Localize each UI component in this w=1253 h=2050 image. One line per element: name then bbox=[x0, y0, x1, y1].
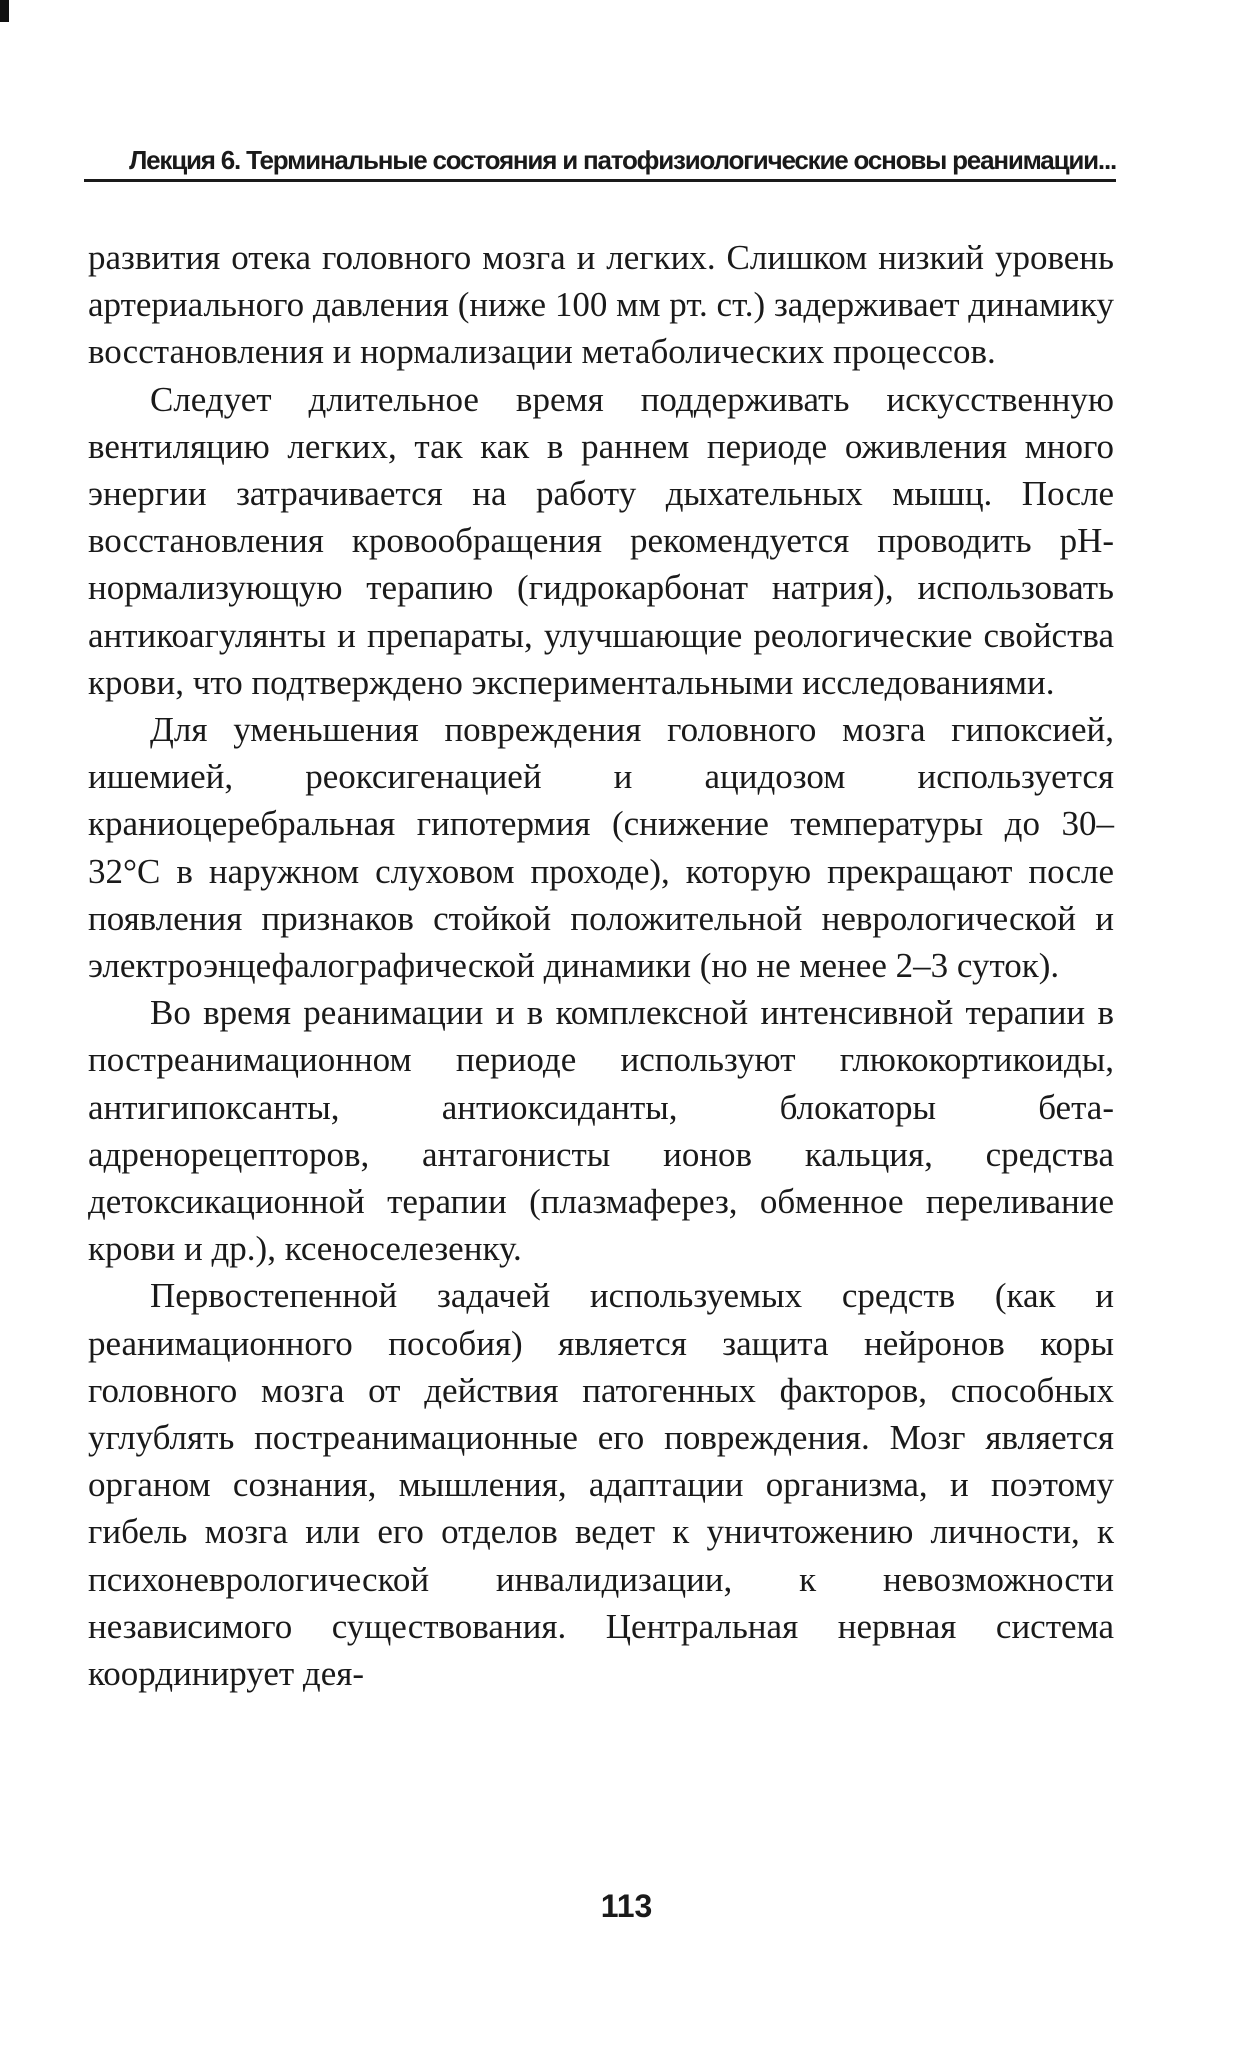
paragraph-4: Во время реанимации и в комплексной интенсивной терапии в постреанимационном периоде используют глюкокортикоиды, антигипоксанты, антиоксиданты, блокаторы бета-адренорецепторов, антагонисты ионов кальция, средства детоксикационной терапии (плазмаферез, обменное переливание крови и др.), ксеноселезенку. bbox=[88, 993, 1114, 1269]
paragraph-2: Следует длительное время поддерживать искусственную вентиляцию легких, так как в раннем периоде оживления много энергии затрачивается на работу дыхательных мышц. После восстановления кровообращения рекомендуется проводить рН-нормализующую терапию (гидрокарбонат натрия), использовать антикоагулянты и препараты, улучшающие реологические свойства крови, что подтверждено экспериментальными исследованиями. bbox=[88, 379, 1114, 702]
paragraph-3: Для уменьшения повреждения головного мозга гипоксией, ишемией, реоксигенацией и ацидозом используется краниоцеребральная гипотермия (снижение температуры до 30–32°С в наружном слуховом проходе), которую прекращают после появления признаков стойкой положительной неврологической и электроэнцефалографической динамики (но не менее 2–3 суток). bbox=[88, 710, 1114, 986]
running-header bbox=[84, 143, 1116, 182]
paragraph-1: развития отека головного мозга и легких. Слишком низкий уровень артериального давления (ниже 100 мм рт. ст.) задерживает динамику восстановления и нормализации метаболических процессов. bbox=[88, 238, 1114, 372]
paragraph-5: Первостепенной задачей используемых средств (как и реанимационного пособия) является защита нейронов коры головного мозга от действия патогенных факторов, способных углублять постреанимационные его повреждения. Мозг является органом сознания, мышления, адаптации организма, и поэтому гибель мозга или его отделов ведет к уничтожению личности, к психоневрологической инвалидизации, к невозможности независимого существования. Центральная нервная система координирует дея- bbox=[88, 1276, 1114, 1694]
page-number: 113 bbox=[600, 1888, 653, 1924]
scan-corner-mark bbox=[0, 0, 9, 22]
running-header-title: Лекция 6. Терминальные состояния и патофизиологические основы реанимации... bbox=[129, 145, 1116, 175]
page-text-body bbox=[88, 234, 1114, 1697]
